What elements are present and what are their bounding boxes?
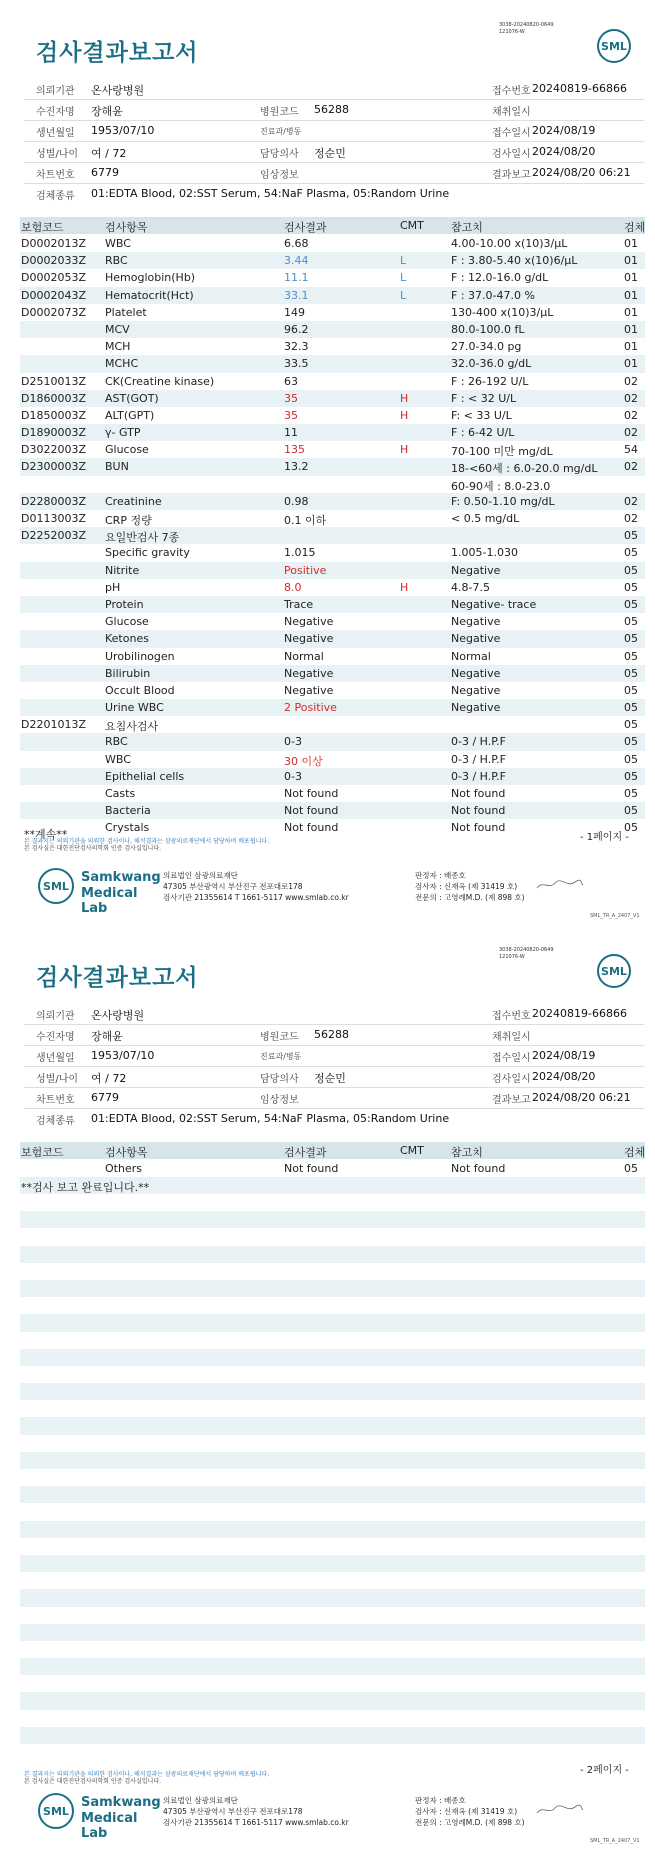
empty-row — [20, 1383, 645, 1400]
result-flag: H — [400, 580, 409, 594]
test-name: AST(GOT) — [105, 391, 159, 405]
table-row — [20, 304, 645, 321]
test-name: RBC — [105, 735, 128, 749]
table-row — [20, 562, 645, 579]
table-row — [20, 699, 645, 716]
test-name: CK(Creatine kinase) — [105, 374, 215, 388]
test-result: Not found — [284, 804, 339, 818]
result-flag: L — [400, 271, 407, 285]
reference-range: Negative — [451, 666, 501, 680]
empty-row — [20, 1589, 645, 1606]
footer-signatures: 판정자 : 배종호 검사자 : 신재옥 (제 31419 호) 전문의 : 고영례M.D. (제 898 호) — [415, 1796, 525, 1827]
empty-row — [20, 1538, 645, 1555]
specimen-types: 01:EDTA Blood, 02:SST Serum, 54:NaF Plasma, 05:Random Urine — [91, 187, 450, 200]
table-row — [20, 458, 645, 475]
results-table-page-1 — [20, 235, 645, 837]
reference-range: 80.0-100.0 fL — [451, 322, 525, 336]
table-row — [20, 235, 645, 252]
specimen-code: 01 — [624, 322, 638, 336]
specimen-code: 05 — [624, 787, 638, 800]
reference-range: Negative — [451, 683, 501, 697]
table-row — [20, 1160, 645, 1177]
empty-row — [20, 1314, 645, 1331]
empty-row — [20, 1521, 645, 1538]
empty-row — [20, 1692, 645, 1709]
test-date: 2024/08/20 — [532, 145, 596, 158]
specimen-code: 01 — [624, 357, 638, 371]
empty-row — [20, 1297, 645, 1314]
reference-range: F : < 32 U/L — [451, 391, 517, 405]
table-row — [20, 819, 645, 836]
test-result: Positive — [284, 563, 327, 577]
empty-row — [20, 1572, 645, 1589]
table-row — [20, 665, 645, 682]
test-result: Negative — [284, 632, 334, 646]
table-row — [20, 476, 645, 493]
empty-row — [20, 1503, 645, 1520]
test-name: 요침사검사 — [105, 720, 159, 734]
insurance-code: D0002013Z — [21, 237, 86, 250]
specimen-code: 02 — [624, 408, 638, 422]
reference-range: 60-90세 : 8.0-23.0 — [451, 479, 551, 493]
test-result: 2 Positive — [284, 701, 337, 715]
table-row — [20, 579, 645, 596]
table-row — [20, 252, 645, 269]
reference-range: F: 0.50-1.10 mg/dL — [451, 494, 555, 508]
empty-row — [20, 1727, 645, 1744]
table-row — [20, 613, 645, 630]
empty-row — [20, 1194, 645, 1211]
insurance-code: D1890003Z — [21, 426, 86, 440]
empty-row — [20, 1469, 645, 1486]
test-result: 96.2 — [284, 322, 309, 336]
test-result: 149 — [284, 305, 305, 319]
table-row — [20, 544, 645, 561]
reference-range: Normal — [451, 649, 491, 663]
table-row — [20, 373, 645, 390]
footer-org-info: 의료법인 삼광의료재단 47305 부산광역시 부산진구 전포대로178 검사기관 21355614 T 1661-5117 www.smlab.co.kr — [163, 1796, 349, 1827]
test-name: Occult Blood — [105, 683, 175, 697]
table-row — [20, 441, 645, 458]
table-row — [20, 269, 645, 286]
reference-range: 27.0-34.0 pg — [451, 340, 522, 354]
empty-row — [20, 1624, 645, 1641]
test-result: 0-3 — [284, 769, 302, 783]
report-code: 3038-20240820-0649 121076-W — [499, 947, 554, 960]
empty-row — [20, 1435, 645, 1452]
sex-age: 여 / 72 — [91, 147, 127, 160]
test-result: 1.015 — [284, 546, 316, 560]
chart-number: 6779 — [91, 166, 119, 179]
test-name: Ketones — [105, 632, 149, 646]
sml-logo-icon — [36, 866, 76, 906]
specimen-code: 01 — [624, 271, 638, 285]
test-name: MCV — [105, 322, 130, 336]
specimen-code: 01 — [624, 288, 638, 302]
test-result: 33.1 — [284, 288, 309, 302]
test-result: Not found — [284, 787, 339, 800]
receipt-number: 20240819-66866 — [532, 82, 627, 95]
reference-range: < 0.5 mg/dL — [451, 512, 520, 525]
test-result: Negative — [284, 615, 334, 629]
test-name: BUN — [105, 460, 129, 474]
specimen-code: 02 — [624, 512, 638, 525]
test-name: Protein — [105, 597, 144, 611]
specimen-code: 05 — [624, 529, 638, 543]
test-result: Trace — [284, 597, 314, 611]
specimen-code: 05 — [624, 821, 638, 835]
table-row — [20, 527, 645, 544]
specimen-code: 01 — [624, 340, 638, 354]
test-result: 0-3 — [284, 735, 302, 749]
empty-row — [20, 1417, 645, 1434]
reference-range: 0-3 / H.P.F — [451, 752, 506, 766]
specimen-code: 02 — [624, 391, 638, 405]
specimen-code: 05 — [624, 632, 638, 646]
test-result: 6.68 — [284, 237, 309, 250]
result-flag: H — [400, 391, 409, 405]
result-flag: H — [400, 408, 409, 422]
table-row — [20, 596, 645, 613]
test-result: 3.44 — [284, 254, 309, 268]
specimen-code: 05 — [624, 735, 638, 749]
reference-range: 1.005-1.030 — [451, 546, 518, 560]
test-result: 30 이상 — [284, 754, 323, 768]
insurance-code: D0002073Z — [21, 305, 86, 319]
reference-range: Negative — [451, 701, 501, 715]
specimen-code: 05 — [624, 718, 638, 732]
insurance-code: D2510013Z — [21, 374, 86, 388]
insurance-code: D2201013Z — [21, 718, 86, 732]
reference-range: 0-3 / H.P.F — [451, 735, 506, 749]
table-row — [20, 355, 645, 372]
specimen-code: 05 — [624, 649, 638, 663]
specimen-code: 05 — [624, 683, 638, 697]
test-result: 8.0 — [284, 580, 302, 594]
reference-range: 0-3 / H.P.F — [451, 769, 506, 783]
empty-row — [20, 1400, 645, 1417]
table-row — [20, 768, 645, 785]
table-row — [20, 390, 645, 407]
form-version: SML_TR_A_2407_V1 — [590, 1838, 640, 1844]
test-name: Glucose — [105, 615, 149, 629]
test-result: Not found — [284, 821, 339, 835]
reference-range: Not found — [451, 1162, 506, 1175]
reference-range: Negative — [451, 615, 501, 629]
empty-table-area — [20, 1194, 645, 1744]
specimen-code: 02 — [624, 374, 638, 388]
insurance-code: D2280003Z — [21, 494, 86, 508]
test-name: ALT(GPT) — [105, 408, 155, 422]
test-name: Creatinine — [105, 494, 162, 508]
table-row — [20, 1177, 645, 1194]
disclaimer: 본 결과지는 의뢰기관을 의뢰한 검사이나, 해석결과는 삼광의료재단에서 담당하며 배포됩니다. 본 검사실은 대한진단검사의학회 인증 검사실입니다. — [24, 1771, 270, 1785]
test-name: Bilirubin — [105, 666, 151, 680]
insurance-code: D0002033Z — [21, 254, 86, 268]
insurance-code: D3022003Z — [21, 443, 86, 457]
svg-text:SML: SML — [43, 880, 69, 893]
test-name: MCH — [105, 340, 131, 354]
reference-range: Not found — [451, 821, 506, 835]
test-result: Negative — [284, 683, 334, 697]
empty-row — [20, 1263, 645, 1280]
table-row — [20, 630, 645, 647]
continued-note: **계속** — [24, 828, 68, 841]
empty-row — [20, 1710, 645, 1727]
svg-text:SML: SML — [43, 1805, 69, 1818]
test-name: Glucose — [105, 443, 149, 457]
insurance-code: D1860003Z — [21, 391, 86, 405]
doctor: 정순민 — [314, 147, 346, 160]
specimen-code: 05 — [624, 546, 638, 560]
specimen-code: 54 — [624, 443, 638, 457]
sml-logo — [596, 953, 632, 989]
table-row — [20, 493, 645, 510]
report-page-2 — [0, 925, 655, 1850]
test-name: Casts — [105, 787, 136, 800]
reference-range: F : 12.0-16.0 g/dL — [451, 271, 549, 285]
reference-range: F : 3.80-5.40 x(10)6/μL — [451, 254, 578, 268]
hospital-code: 56288 — [314, 103, 349, 116]
empty-row — [20, 1555, 645, 1572]
test-result: Not found — [284, 1162, 339, 1175]
specimen-code: 05 — [624, 563, 638, 577]
test-result: Normal — [284, 649, 324, 663]
specimen-code: 01 — [624, 237, 638, 250]
specimen-code: 01 — [624, 305, 638, 319]
results-table-page-2 — [20, 1160, 645, 1194]
table-row — [20, 802, 645, 819]
reference-range: Negative — [451, 632, 501, 646]
empty-row — [20, 1211, 645, 1228]
specimen-code: 02 — [624, 494, 638, 508]
table-row — [20, 510, 645, 527]
test-name: CRP 정량 — [105, 514, 152, 527]
test-name: Bacteria — [105, 804, 151, 818]
footer-logo: SML Samkwang Medical Lab — [36, 1791, 156, 1831]
signature — [535, 878, 585, 892]
insurance-code: D2252003Z — [21, 529, 86, 543]
reference-range: F : 37.0-47.0 % — [451, 288, 535, 302]
insurance-code: **검사 보고 완료입니다.** — [21, 1181, 150, 1195]
footer-org-info: 의료법인 삼광의료재단 47305 부산광역시 부산진구 전포대로178 검사기관 21355614 T 1661-5117 www.smlab.co.kr — [163, 871, 349, 902]
table-header: 보험코드 검사항목 검사결과 CMT 참고치 검체 — [21, 1144, 646, 1159]
footer-logo: SML Samkwang Medical Lab — [36, 866, 156, 906]
svg-text:SML: SML — [601, 40, 627, 53]
empty-row — [20, 1658, 645, 1675]
test-result: 63 — [284, 374, 298, 388]
specimen-code: 05 — [624, 1162, 638, 1175]
test-result: 135 — [284, 443, 305, 457]
test-name: WBC — [105, 752, 131, 766]
insurance-code: D0002043Z — [21, 288, 86, 302]
test-result: 35 — [284, 408, 298, 422]
empty-row — [20, 1228, 645, 1245]
reference-range: F : 6-42 U/L — [451, 426, 515, 440]
reference-range: Not found — [451, 787, 506, 800]
institution: 온사랑병원 — [91, 84, 145, 97]
table-row — [20, 648, 645, 665]
reference-range: Not found — [451, 804, 506, 818]
test-result: 0.98 — [284, 494, 309, 508]
table-row — [20, 321, 645, 338]
table-row — [20, 733, 645, 750]
empty-row — [20, 1675, 645, 1692]
empty-row — [20, 1366, 645, 1383]
test-name: Platelet — [105, 305, 147, 319]
test-name: Hemoglobin(Hb) — [105, 271, 196, 285]
sml-logo — [596, 28, 632, 64]
table-row — [20, 785, 645, 802]
test-name: Hematocrit(Hct) — [105, 288, 194, 302]
test-name: WBC — [105, 237, 131, 250]
reference-range: 32.0-36.0 g/dL — [451, 357, 532, 371]
table-row — [20, 338, 645, 355]
specimen-code: 05 — [624, 752, 638, 766]
reference-range: 4.00-10.00 x(10)3/μL — [451, 237, 568, 250]
result-flag: L — [400, 254, 407, 268]
empty-row — [20, 1332, 645, 1349]
report-code: 3038-20240820-0649 121076-W — [499, 22, 554, 35]
reference-range: F : 26-192 U/L — [451, 374, 529, 388]
insurance-code: D2300003Z — [21, 460, 86, 474]
test-name: MCHC — [105, 357, 139, 371]
receipt-date: 2024/08/19 — [532, 124, 596, 137]
reference-range: Negative- trace — [451, 597, 537, 611]
test-result: 32.3 — [284, 340, 309, 354]
report-title: 검사결과보고서 — [36, 965, 199, 991]
test-name: pH — [105, 580, 121, 594]
reference-range: Negative — [451, 563, 501, 577]
sml-logo-icon — [36, 1791, 76, 1831]
patient-name: 장해윤 — [91, 105, 123, 118]
specimen-code: 05 — [624, 597, 638, 611]
disclaimer: 본 결과지는 의뢰기관을 의뢰한 검사이나, 해석결과는 삼광의료재단에서 담당하며 배포됩니다. 본 검사실은 대한진단검사의학회 인증 검사실입니다. — [24, 838, 270, 852]
specimen-code: 02 — [624, 460, 638, 474]
form-version: SML_TR_A_2407_V1 — [590, 913, 640, 919]
table-row — [20, 716, 645, 733]
test-name: Specific gravity — [105, 546, 190, 560]
test-name: RBC — [105, 254, 128, 268]
specimen-code: 05 — [624, 701, 638, 715]
patient-info: 의뢰기관 온사랑병원 접수번호 20240819-66866 수진자명 장해윤 병원코드 56288 채취일시 생년월일 1953/07/10 진료과/병동 접수일시 2024/08/19 성별/나이 여 / 72 담당의사 정순민 검사일시 2024/08/20 차트번호 6779 임상정보 결과보고 2024/08/20 06:21 검체종류 01:EDTA Blood, 02:SST Serum, 54:NaF Plasma, 05:Random Urine — [24, 79, 644, 205]
test-result: 33.5 — [284, 357, 309, 371]
date-of-birth: 1953/07/10 — [91, 124, 155, 137]
test-result: 11 — [284, 426, 298, 440]
reference-range: F: < 33 U/L — [451, 408, 512, 422]
specimen-code: 05 — [624, 615, 638, 629]
test-result: 0.1 이하 — [284, 514, 327, 527]
test-result: 13.2 — [284, 460, 309, 474]
report-datetime: 2024/08/20 06:21 — [532, 166, 631, 179]
reference-range: 70-100 미만 mg/dL — [451, 445, 553, 459]
test-name: Urine WBC — [105, 701, 164, 715]
table-row — [20, 751, 645, 768]
test-name: γ- GTP — [105, 426, 141, 440]
empty-row — [20, 1452, 645, 1469]
table-row — [20, 424, 645, 441]
test-result: 35 — [284, 391, 298, 405]
specimen-code: 02 — [624, 426, 638, 440]
specimen-code: 05 — [624, 580, 638, 594]
empty-row — [20, 1641, 645, 1658]
test-name: Urobilinogen — [105, 649, 175, 663]
insurance-code: D0002053Z — [21, 271, 86, 285]
page-number: - 2페이지 - — [580, 1765, 629, 1776]
empty-row — [20, 1349, 645, 1366]
test-result: Negative — [284, 666, 334, 680]
footer-signatures: 판정자 : 배종호 검사자 : 신재옥 (제 31419 호) 전문의 : 고영례M.D. (제 898 호) — [415, 871, 525, 902]
test-name: Crystals — [105, 821, 150, 835]
insurance-code: D1850003Z — [21, 408, 86, 422]
test-name: 요일반검사 7종 — [105, 531, 180, 545]
test-name: Others — [105, 1162, 142, 1175]
reference-range: 18-<60세 : 6.0-20.0 mg/dL — [451, 462, 598, 476]
table-row — [20, 287, 645, 304]
reference-range: 130-400 x(10)3/μL — [451, 305, 554, 319]
specimen-code: 05 — [624, 804, 638, 818]
table-header: 보험코드 검사항목 검사결과 CMT 참고치 검체 — [21, 219, 646, 234]
report-title: 검사결과보고서 — [36, 40, 199, 66]
empty-row — [20, 1486, 645, 1503]
signature — [535, 1803, 585, 1817]
specimen-code: 05 — [624, 769, 638, 783]
test-name: Epithelial cells — [105, 769, 185, 783]
result-flag: L — [400, 288, 407, 302]
svg-text:SML: SML — [601, 965, 627, 978]
reference-range: 4.8-7.5 — [451, 580, 490, 594]
specimen-code: 05 — [624, 666, 638, 680]
result-flag: H — [400, 443, 409, 457]
page-number: - 1페이지 - — [580, 832, 629, 843]
insurance-code: D0113003Z — [21, 512, 86, 525]
empty-row — [20, 1607, 645, 1624]
test-name: Nitrite — [105, 563, 140, 577]
test-result: 11.1 — [284, 271, 309, 285]
empty-row — [20, 1280, 645, 1297]
empty-row — [20, 1246, 645, 1263]
specimen-code: 01 — [624, 254, 638, 268]
table-row — [20, 682, 645, 699]
patient-info: 의뢰기관 온사랑병원 접수번호 20240819-66866 수진자명 장해윤 병원코드 56288 채취일시 생년월일 1953/07/10 진료과/병동 접수일시 2024/08/19 성별/나이 여 / 72 담당의사 정순민 검사일시 2024/08/20 차트번호 6779 임상정보 결과보고 2024/08/20 06:21 검체종류 01:EDTA Blood, 02:SST Serum, 54:NaF Plasma, 05:Random Urine — [24, 1004, 644, 1130]
table-row — [20, 407, 645, 424]
